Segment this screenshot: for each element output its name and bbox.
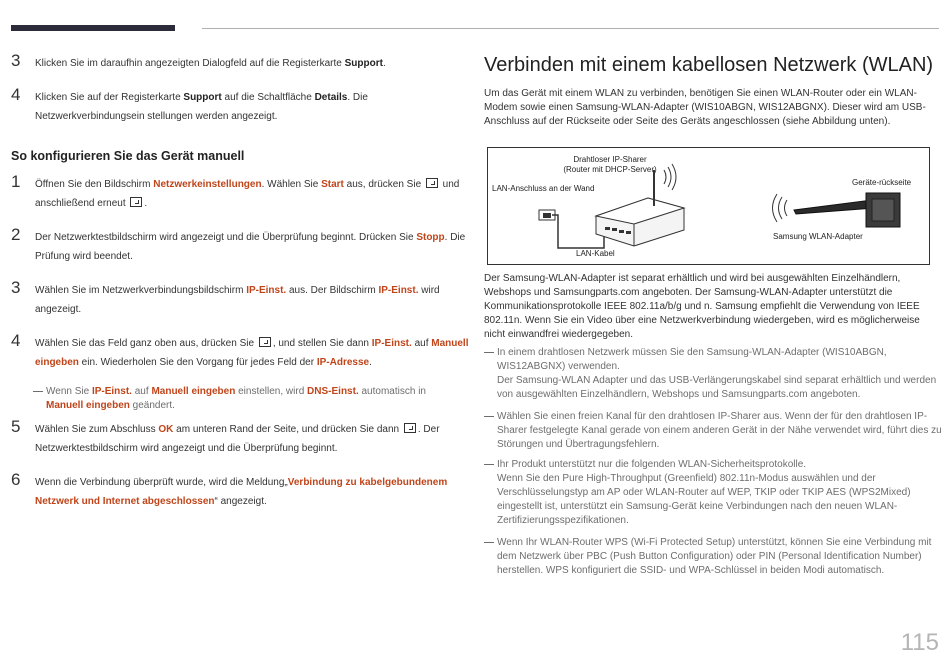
header-accent-bar bbox=[11, 25, 175, 31]
step-4-manual-entry: 4 Wählen Sie das Feld ganz oben aus, drücken Sie , und stellen Sie dann IP-Einst. auf Manuell eingeben ein. Wiederholen Sie den Vorgang für jedes Feld der IP-Adresse. bbox=[11, 331, 469, 368]
step-number: 5 bbox=[11, 417, 21, 436]
enter-icon bbox=[404, 423, 416, 433]
note-dash-icon bbox=[484, 352, 494, 353]
page-number: 115 bbox=[900, 629, 939, 656]
label-lan-cable: LAN-Kabel bbox=[576, 249, 615, 258]
enter-icon bbox=[130, 197, 142, 207]
step-6-connection-verified: 6 Wenn die Verbindung überprüft wurde, wird die Meldung„Verbindung zu kabelgebundenem Netzwerk und Internet abgeschlossen“ angezeigt. bbox=[11, 470, 448, 507]
step-number: 3 bbox=[11, 278, 21, 297]
note-dash-icon bbox=[33, 391, 43, 392]
step-1-network-settings: 1 Öffnen Sie den Bildschirm Netzwerkeinstellungen. Wählen Sie Start aus, drücken Sie und anschließend erneut . bbox=[11, 172, 460, 209]
note-adapter-required: In einem drahtlosen Netzwerk müssen Sie den Samsung-WLAN-Adapter (WIS10ABGN, WIS12ABGNX) verwenden. Der Samsung-WLAN Adapter und das USB-Verlängerungskabel sind separat erhältlich und werden von ausgewählten Einzelhändlern, Webshops und Samsungparts.com angeboten. bbox=[484, 346, 942, 402]
label-wlan-adapter: Samsung WLAN-Adapter bbox=[773, 232, 863, 241]
step-number: 1 bbox=[11, 172, 21, 191]
step-number: 6 bbox=[11, 470, 21, 489]
note-security-protocols: Ihr Produkt unterstützt nur die folgenden WLAN-Sicherheitsprotokolle. Wenn Sie den Pure High-Throughput (Greenfield) 802.11n-Modus auswählen und der Verschlüsselungstyp am AP oder WLAN-Router auf WEP, TKIP oder TKIP AES (WPS2Mixed) eingestellt ist, unterstützt ein Samsung-Gerät keine Verbindungen nach den neuen WLAN-Zertifizierungsspezifikationen. bbox=[484, 458, 942, 528]
step-3-ip-settings: 3 Wählen Sie im Netzwerkverbindungsbildschirm IP-Einst. aus. Der Bildschirm IP-Einst. wird angezeigt. bbox=[11, 278, 440, 315]
step-4-details: 4 Klicken Sie auf der Registerkarte Support auf die Schaltfläche Details. Die Netzwerkverbindungsein stellungen werden angezeigt. bbox=[11, 85, 368, 122]
step-number: 3 bbox=[11, 51, 21, 70]
step-number: 2 bbox=[11, 225, 21, 244]
label-wireless-sharer: Drahtloser IP-Sharer (Router mit DHCP-Server) bbox=[563, 155, 657, 174]
adapter-info-paragraph: Der Samsung-WLAN-Adapter ist separat erhältlich und wird bei ausgewählten Einzelhändlern, Webshops und Samsungparts.com angeboten. Der Samsung-WLAN-Adapter unterstützt die Kommunikationsprotokolle IEEE 802.11a/b/g und n. Samsung empfiehlt die Verwendung von IEEE 802.11n. Wenn Sie ein Video über eine Netzwerkverbindung wiedergeben, wird es möglicherweise nicht einwandfrei wiedergegeben. bbox=[484, 273, 920, 340]
note-dns-settings: Wenn Sie IP-Einst. auf Manuell eingeben einstellen, wird DNS-Einst. automatisch in Manuell eingeben geändert. bbox=[33, 385, 463, 413]
note-dash-icon bbox=[484, 416, 494, 417]
note-wps: Wenn Ihr WLAN-Router WPS (Wi-Fi Protected Setup) unterstützt, können Sie eine Verbindung mit dem Netzwerk über PBC (Push Button Configuration) oder PIN (Personal Identification Number) herstellen. WPS konfiguriert die SSID- und WPA-Schlüssel in beiden Modi automatisch. bbox=[484, 536, 942, 578]
enter-icon bbox=[426, 178, 438, 188]
step-number: 4 bbox=[11, 331, 21, 350]
label-device-rear: Geräte-rückseite bbox=[852, 178, 912, 187]
section-subheading: So konfigurieren Sie das Gerät manuell bbox=[11, 149, 245, 163]
note-dash-icon bbox=[484, 542, 494, 543]
diagram-illustration bbox=[488, 148, 929, 264]
enter-icon bbox=[259, 337, 271, 347]
note-free-channel: Wählen Sie einen freien Kanal für den drahtlosen IP-Sharer aus. Wenn der für den drahtlosen IP-Sharer festgelegte Kanal gerade von einem anderen Gerät in der Nähe verwendet wird, führt dies zu Störungen und Übertragungsfehlern. bbox=[484, 410, 942, 452]
step-2-network-test: 2 Der Netzwerktestbildschirm wird angezeigt und die Überprüfung beginnt. Drücken Sie Stopp. Die Prüfung wird beendet. bbox=[11, 225, 466, 262]
section-title: Verbinden mit einem kabellosen Netzwerk (WLAN) bbox=[484, 54, 934, 76]
wlan-connection-diagram bbox=[487, 147, 930, 265]
step-number: 4 bbox=[11, 85, 21, 104]
intro-paragraph: Um das Gerät mit einem WLAN zu verbinden, benötigen Sie einen WLAN-Router oder ein WLAN-Modem sowie einen Samsung-WLAN-Adapter (WIS10ABGN, WIS12ABGNX). Dieser wird am USB-Anschluss auf der Rückseite oder Seite des Geräts angeschlossen (siehe Abbildung unten). bbox=[484, 88, 926, 127]
step-3-support-tab: 3 Klicken Sie im daraufhin angezeigten Dialogfeld auf die Registerkarte Support. bbox=[11, 51, 386, 70]
label-lan-port: LAN-Anschluss an der Wand bbox=[492, 184, 595, 193]
step-5-confirm-ok: 5 Wählen Sie zum Abschluss OK am unteren Rand der Seite, und drücken Sie dann . Der Netzwerktestbildschirm wird angezeigt und die Überprüfung beginnt. bbox=[11, 417, 440, 454]
header-rule bbox=[202, 28, 939, 29]
note-dash-icon bbox=[484, 464, 494, 465]
